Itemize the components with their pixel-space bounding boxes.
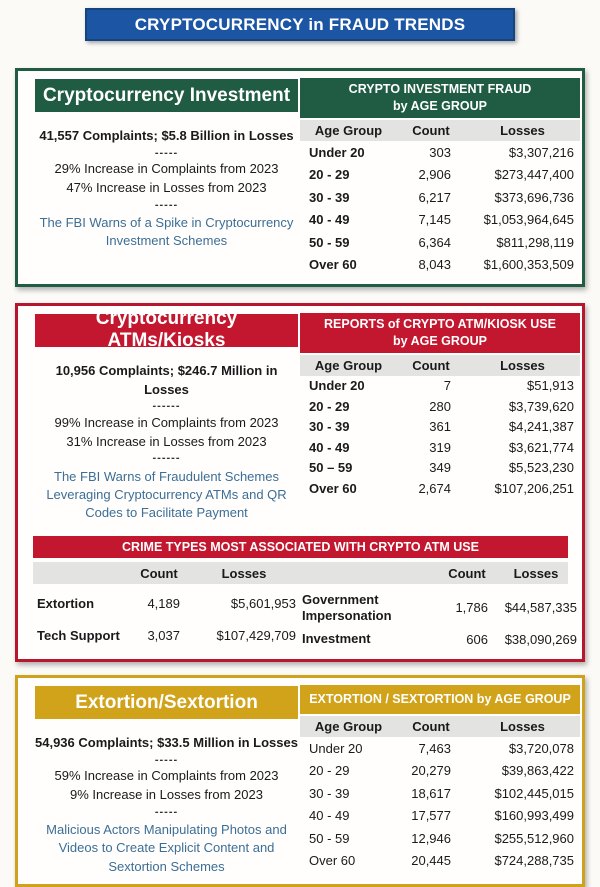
atm-table-title bbox=[300, 313, 580, 353]
losses-header: Losses bbox=[500, 122, 545, 138]
count-cell: 20,279 bbox=[411, 763, 451, 779]
investment-table-title-line2: by AGE GROUP bbox=[393, 98, 487, 113]
count-cell: 12,946 bbox=[411, 830, 451, 846]
losses-cell: $39,863,422 bbox=[501, 763, 574, 779]
table-header-row bbox=[300, 716, 580, 737]
atm-section-header bbox=[35, 308, 298, 352]
atm-stats bbox=[35, 362, 298, 523]
investment-table-body bbox=[300, 141, 580, 276]
table-row bbox=[300, 208, 580, 231]
extortion-table-title-line1: EXTORTION / SEXTORTION by AGE GROUP bbox=[309, 692, 571, 707]
count-cell: 319 bbox=[429, 439, 451, 455]
age-group-cell: Over 60 bbox=[309, 480, 357, 496]
table-row bbox=[300, 827, 580, 850]
count-cell: 20,445 bbox=[411, 853, 451, 869]
crime-type-cell: Investment bbox=[302, 631, 371, 647]
losses-cell: $273,447,400 bbox=[494, 167, 574, 182]
count-cell: 18,617 bbox=[411, 785, 451, 801]
table-header-row bbox=[300, 120, 580, 141]
count-cell: 17,577 bbox=[411, 808, 451, 824]
divider-dashes: ----- bbox=[154, 198, 179, 211]
atm-table-title-line2: by AGE GROUP bbox=[393, 333, 487, 348]
table-row bbox=[300, 396, 580, 417]
count-header: Count bbox=[412, 718, 450, 734]
table-row bbox=[300, 804, 580, 827]
losses-cell: $3,720,078 bbox=[508, 740, 574, 756]
count-cell: 606 bbox=[466, 631, 488, 647]
losses-cell: $1,600,353,509 bbox=[483, 257, 574, 272]
losses-cell: $5,601,953 bbox=[230, 596, 296, 612]
investment-section-header bbox=[35, 79, 298, 112]
count-cell: 303 bbox=[429, 144, 451, 160]
age-group-cell: 30 - 39 bbox=[309, 189, 350, 205]
count-cell: 4,189 bbox=[147, 596, 180, 612]
table-header-row bbox=[300, 355, 580, 376]
age-group-cell: 40 - 49 bbox=[309, 439, 350, 455]
losses-header: Losses bbox=[513, 565, 559, 581]
extortion-complaints-increase: 59% Increase in Complaints from 2023 bbox=[54, 768, 279, 784]
losses-cell: $107,429,709 bbox=[216, 627, 296, 643]
investment-complaints-increase: 29% Increase in Complaints from 2023 bbox=[54, 161, 279, 177]
count-cell: 349 bbox=[429, 460, 451, 476]
crime-types-header-row bbox=[33, 562, 568, 584]
age-group-cell: Under 20 bbox=[309, 144, 365, 160]
extortion-age-table bbox=[300, 685, 580, 876]
extortion-section-header bbox=[35, 686, 298, 719]
losses-cell: $373,696,736 bbox=[494, 189, 574, 205]
table-row bbox=[300, 849, 580, 872]
page-title: CRYPTOCURRENCY in FRAUD TRENDS bbox=[134, 14, 466, 34]
count-header: Count bbox=[412, 122, 450, 138]
age-group-cell: 50 - 59 bbox=[309, 234, 350, 250]
age-group-cell: 30 - 39 bbox=[309, 785, 350, 801]
count-cell: 1,786 bbox=[455, 600, 488, 616]
count-cell: 2,906 bbox=[418, 167, 451, 182]
age-group-header: Age Group bbox=[314, 718, 383, 734]
losses-cell: $3,307,216 bbox=[508, 144, 574, 160]
divider-dashes: ------ bbox=[152, 400, 181, 413]
count-header: Count bbox=[448, 565, 486, 581]
age-group-cell: 20 - 29 bbox=[309, 398, 350, 414]
age-group-cell: Over 60 bbox=[309, 853, 356, 869]
age-group-cell: 20 - 29 bbox=[309, 167, 350, 182]
extortion-table-body bbox=[300, 737, 580, 872]
losses-cell: $1,053,964,645 bbox=[483, 212, 574, 227]
count-cell: 3,037 bbox=[147, 627, 180, 643]
divider-dashes: ----- bbox=[154, 753, 179, 766]
table-row bbox=[300, 417, 580, 438]
investment-table-title bbox=[300, 78, 580, 118]
table-row bbox=[300, 231, 580, 254]
investment-table-title-line1: CRYPTO INVESTMENT FRAUD bbox=[348, 82, 532, 96]
atm-summary-column bbox=[20, 308, 300, 523]
atm-complaints-increase: 99% Increase in Complaints from 2023 bbox=[54, 414, 279, 430]
crime-types-right-table bbox=[298, 588, 579, 651]
losses-cell: $4,241,387 bbox=[508, 419, 574, 435]
table-row bbox=[300, 163, 580, 186]
table-row bbox=[300, 376, 580, 397]
losses-cell: $255,512,960 bbox=[494, 830, 574, 846]
losses-cell: $102,445,015 bbox=[494, 785, 574, 801]
count-cell: 2,674 bbox=[418, 480, 451, 496]
losses-cell: $811,298,119 bbox=[496, 234, 574, 250]
investment-summary-line: 41,557 Complaints; $5.8 Billion in Losses bbox=[39, 128, 294, 143]
count-header: Count bbox=[412, 357, 450, 373]
count-cell: 8,043 bbox=[418, 257, 451, 272]
count-cell: 280 bbox=[429, 398, 451, 414]
crime-type-cell: Tech Support bbox=[37, 627, 120, 643]
age-group-cell: Under 20 bbox=[309, 740, 363, 756]
extortion-summary-column bbox=[20, 684, 300, 876]
losses-header: Losses bbox=[500, 718, 545, 734]
count-cell: 7,145 bbox=[418, 212, 451, 227]
investment-fbi-warning-link[interactable]: The FBI Warns of a Spike in Cryptocurrency Investment Schemes bbox=[39, 215, 294, 249]
investment-age-table bbox=[300, 78, 580, 276]
atm-fbi-warning-link[interactable]: The FBI Warns of Fraudulent Schemes Leveraging Cryptocurrency ATMs and QR Codes to Facilitate Payment bbox=[46, 468, 287, 521]
atm-section-title: Cryptocurrency ATMs/Kiosks bbox=[95, 308, 238, 352]
table-row bbox=[300, 458, 580, 479]
crime-types-banner: CRIME TYPES MOST ASSOCIATED WITH CRYPTO ATM USE bbox=[33, 536, 568, 558]
crime-type-cell: Extortion bbox=[37, 596, 95, 612]
count-cell: 7,463 bbox=[418, 740, 451, 756]
age-group-cell: 40 - 49 bbox=[309, 212, 350, 227]
extortion-losses-increase: 9% Increase in Losses from 2023 bbox=[70, 787, 263, 803]
count-cell: 361 bbox=[429, 419, 451, 435]
atm-losses-increase: 31% Increase in Losses from 2023 bbox=[66, 433, 267, 449]
crime-types-body bbox=[33, 588, 577, 651]
extortion-stats bbox=[35, 734, 298, 876]
age-group-cell: 20 - 29 bbox=[309, 763, 350, 779]
age-group-cell: 30 - 39 bbox=[309, 419, 350, 435]
section-extortion-sextortion bbox=[15, 675, 585, 887]
losses-cell: $3,621,774 bbox=[508, 439, 574, 455]
losses-cell: $51,913 bbox=[527, 378, 574, 394]
losses-cell: $44,587,335 bbox=[504, 600, 577, 616]
extortion-warning-link[interactable]: Malicious Actors Manipulating Photos and Videos to Create Explicit Content and Sextortion Schemes bbox=[46, 822, 287, 874]
losses-cell: $160,993,499 bbox=[494, 808, 574, 824]
investment-section-title: Cryptocurrency Investment bbox=[42, 84, 291, 106]
atm-summary-line: 10,956 Complaints; $246.7 Million in Losses bbox=[55, 362, 278, 397]
crime-types-left-table bbox=[33, 588, 298, 651]
extortion-table-title bbox=[300, 685, 580, 714]
age-group-header: Age Group bbox=[314, 122, 383, 138]
count-cell: 7 bbox=[443, 378, 451, 394]
investment-losses-increase: 47% Increase in Losses from 2023 bbox=[66, 179, 267, 195]
section-crypto-investment bbox=[15, 68, 585, 287]
atm-table-body bbox=[300, 376, 580, 499]
age-group-cell: 40 - 49 bbox=[309, 808, 350, 824]
age-group-cell: 50 – 59 bbox=[309, 460, 353, 476]
table-row bbox=[300, 737, 580, 760]
atm-age-table bbox=[300, 313, 580, 523]
extortion-summary-line: 54,936 Complaints; $33.5 Million in Losses bbox=[35, 735, 298, 751]
age-group-header: Age Group bbox=[314, 357, 383, 373]
investment-stats bbox=[35, 127, 298, 251]
age-group-cell: Under 20 bbox=[309, 378, 365, 394]
losses-cell: $107,206,251 bbox=[494, 480, 574, 496]
count-cell: 6,217 bbox=[418, 189, 451, 205]
divider-dashes: ----- bbox=[154, 805, 179, 818]
losses-header: Losses bbox=[221, 565, 267, 581]
losses-cell: $5,523,230 bbox=[508, 460, 574, 476]
extortion-section-title: Extortion/Sextortion bbox=[75, 691, 258, 713]
divider-dashes: ----- bbox=[154, 146, 179, 159]
table-row bbox=[300, 759, 580, 782]
table-row bbox=[300, 141, 580, 164]
table-row bbox=[300, 186, 580, 209]
table-row bbox=[300, 782, 580, 805]
age-group-cell: 50 - 59 bbox=[309, 830, 350, 846]
losses-header: Losses bbox=[500, 357, 545, 373]
page-title-banner bbox=[85, 8, 515, 41]
atm-table-title-line1: REPORTS of CRYPTO ATM/KIOSK USE bbox=[324, 316, 556, 331]
table-row bbox=[300, 478, 580, 499]
crime-type-cell: Government Impersonation bbox=[302, 592, 392, 623]
count-cell: 6,364 bbox=[418, 234, 451, 250]
table-row bbox=[300, 253, 580, 276]
investment-summary-column bbox=[20, 77, 300, 276]
age-group-cell: Over 60 bbox=[309, 257, 357, 272]
section-crypto-atms bbox=[15, 303, 585, 662]
losses-cell: $724,288,735 bbox=[494, 853, 574, 869]
table-row bbox=[300, 437, 580, 458]
divider-dashes: ------ bbox=[152, 452, 181, 465]
count-header: Count bbox=[140, 565, 178, 581]
losses-cell: $38,090,269 bbox=[504, 631, 577, 647]
losses-cell: $3,739,620 bbox=[508, 398, 574, 414]
